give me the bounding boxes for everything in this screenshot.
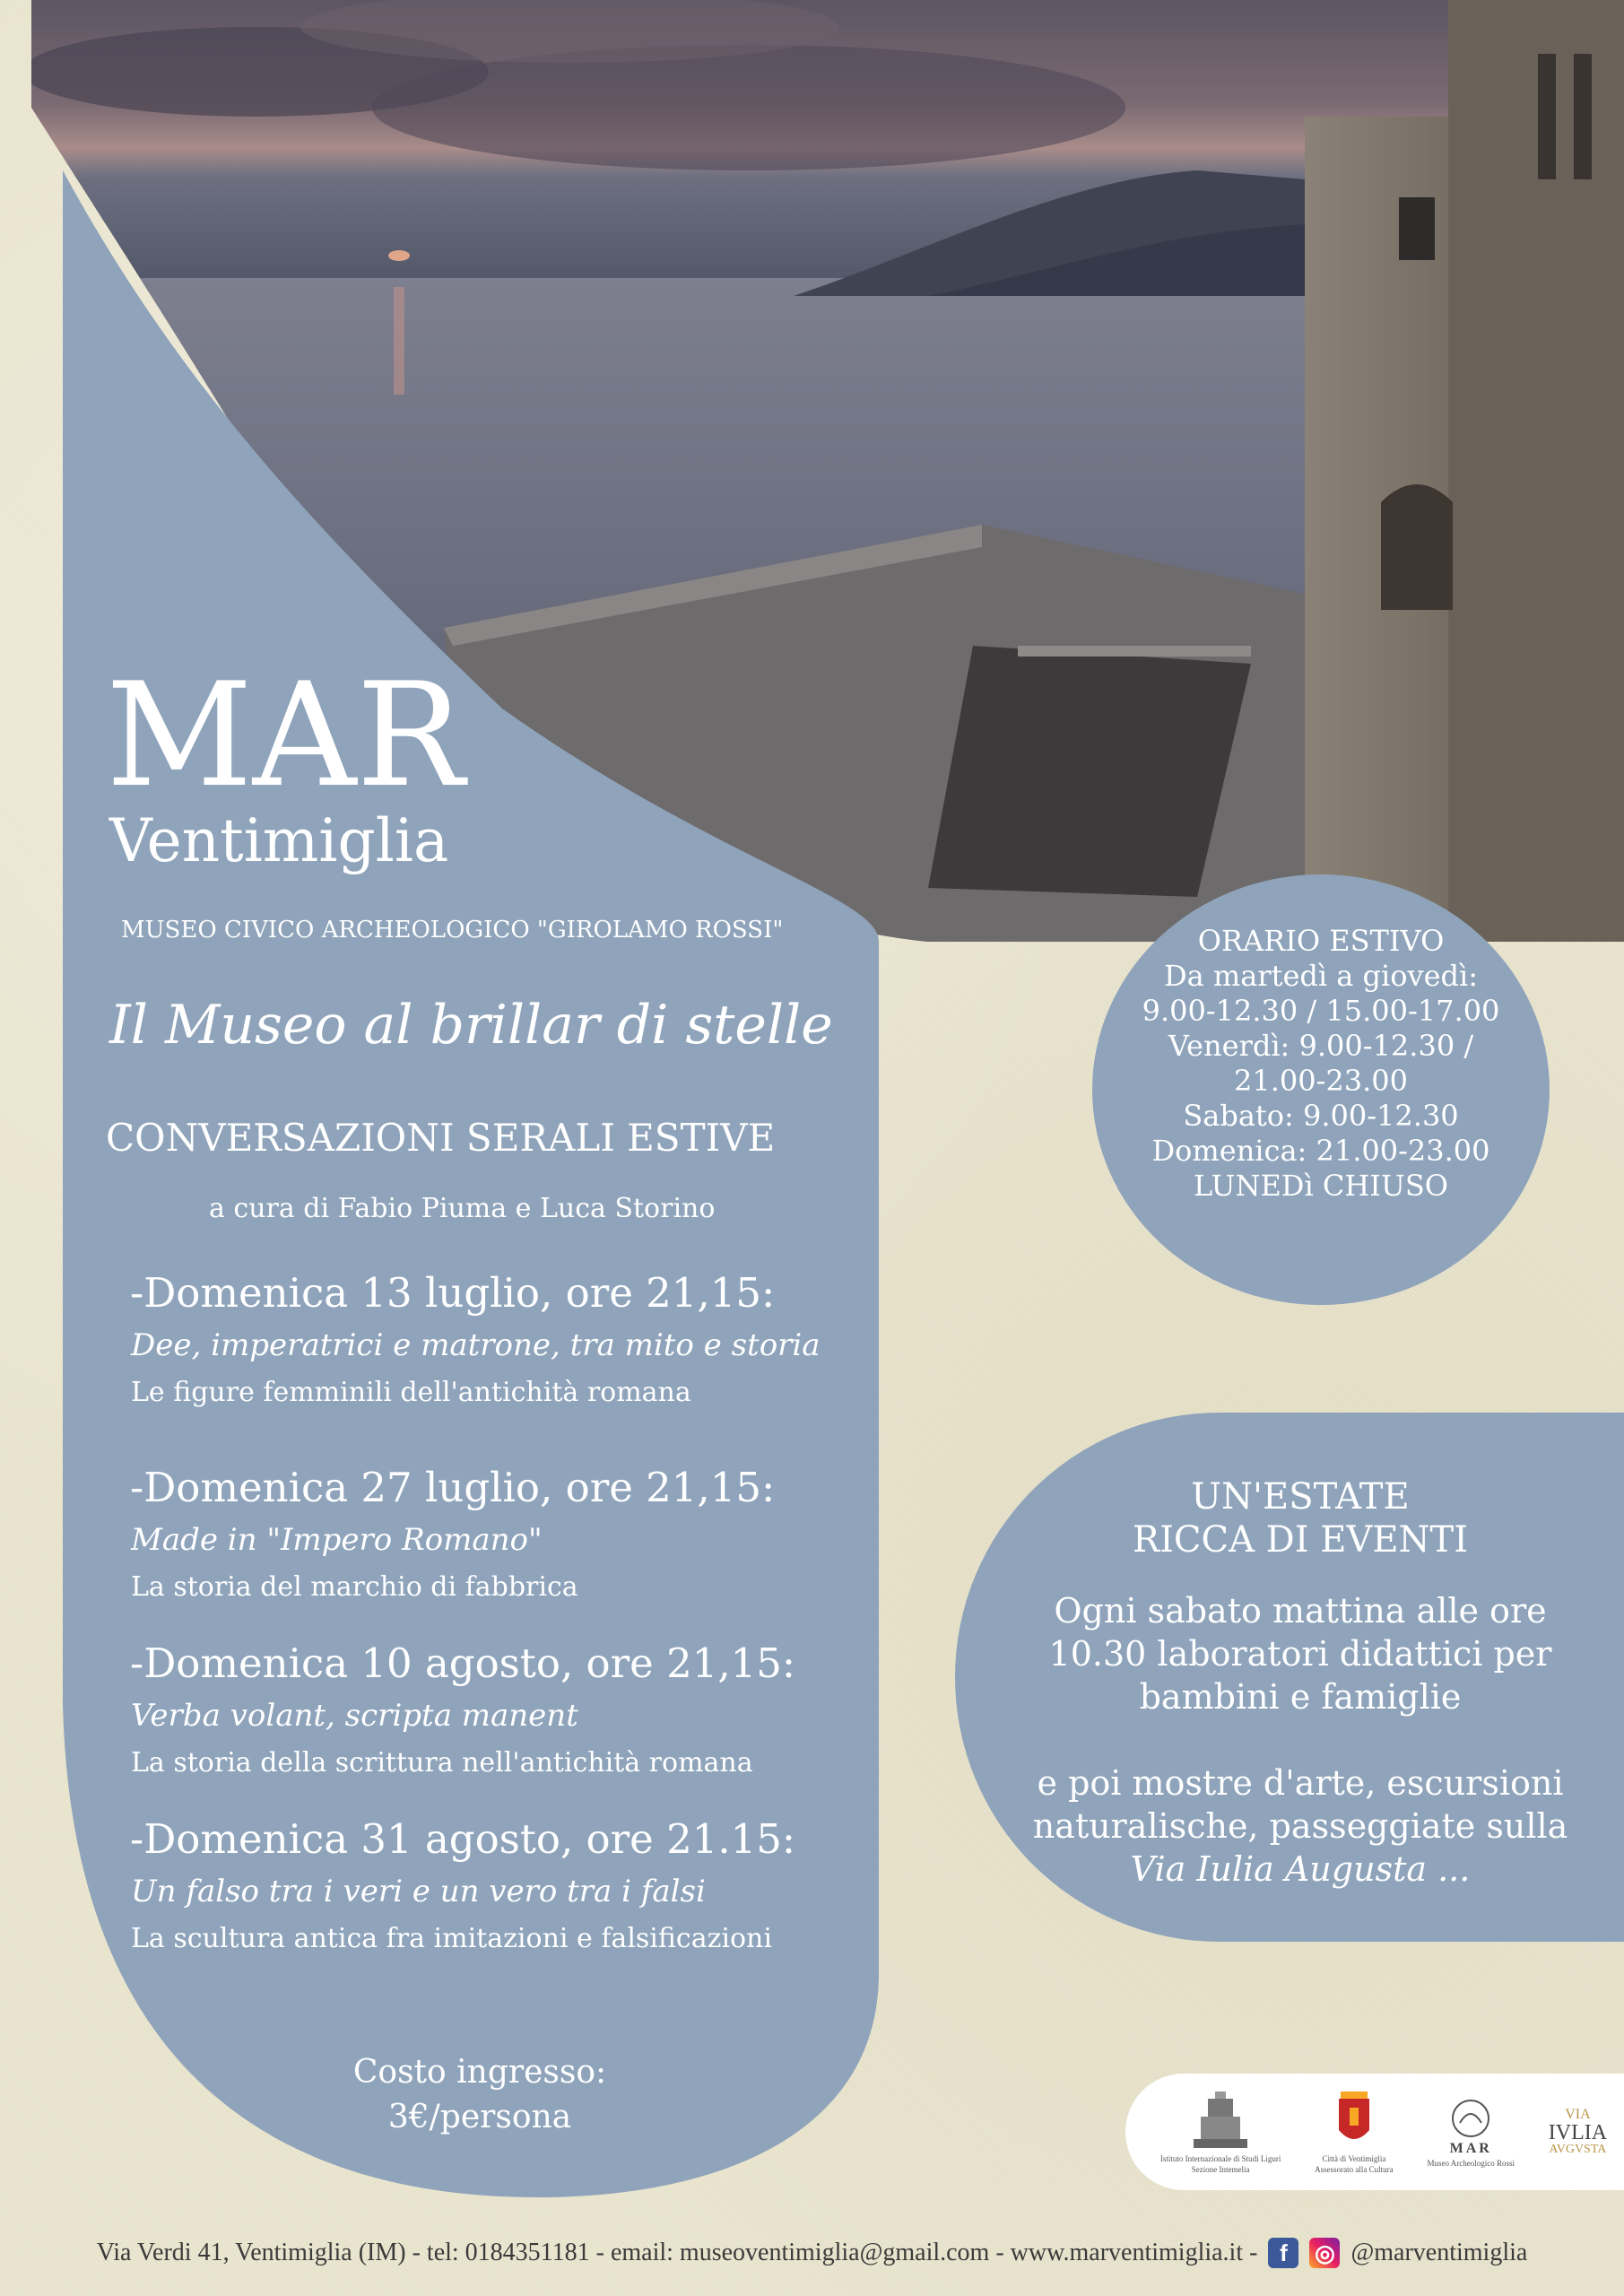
logo-mar bbox=[1427, 2096, 1515, 2168]
logo-line: IVLIA bbox=[1548, 2121, 1608, 2144]
event-title: Verba volant, scripta manent bbox=[131, 1698, 578, 1734]
summer-line: 10.30 laboratori didattici per bbox=[1048, 1634, 1552, 1674]
hours-line: Sabato: 9.00-12.30 bbox=[1183, 1099, 1459, 1133]
event-date: -Domenica 31 agosto, ore 21.15: bbox=[130, 1815, 796, 1863]
instagram-icon[interactable]: ◎ bbox=[1309, 2238, 1340, 2268]
social-handle[interactable]: @marventimiglia bbox=[1350, 2239, 1528, 2266]
event-series: CONVERSAZIONI SERALI ESTIVE bbox=[106, 1116, 776, 1160]
logo-via-iulia-augusta bbox=[1549, 2108, 1607, 2156]
summer-line-italic: Via Iulia Augusta ... bbox=[1130, 1849, 1471, 1889]
summer-title-line: RICCA DI EVENTI bbox=[1132, 1519, 1469, 1561]
event-curators: a cura di Fabio Piuma e Luca Storino bbox=[209, 1193, 716, 1224]
cost-value: 3€/persona bbox=[387, 2099, 572, 2135]
cost-label: Costo ingresso: bbox=[352, 2054, 607, 2091]
sponsor-logos bbox=[1125, 2074, 1624, 2190]
event-title: Un falso tra i veri e un vero tra i falsi bbox=[131, 1874, 706, 1909]
event-date: -Domenica 10 agosto, ore 21,15: bbox=[130, 1639, 796, 1687]
logo-citta-ventimiglia bbox=[1315, 2090, 1393, 2174]
hours-line: 21.00-23.00 bbox=[1233, 1064, 1409, 1098]
hours-line: Domenica: 21.00-23.00 bbox=[1151, 1134, 1490, 1168]
hours-line: Da martedì a giovedì: bbox=[1163, 959, 1479, 993]
logo-caption: Sezione Intemelia bbox=[1191, 2165, 1250, 2174]
logo-caption: Istituto Internazionale di Studi Liguri bbox=[1159, 2154, 1281, 2163]
event-headline: Il Museo al brillar di stelle bbox=[109, 994, 833, 1057]
summer-title-line: UN'ESTATE bbox=[1191, 1476, 1410, 1518]
event-date: -Domenica 13 luglio, ore 21,15: bbox=[130, 1269, 776, 1317]
footer-contacts: Via Verdi 41, Ventimiglia (IM) - tel: 0184351181 - email: museoventimiglia@gmail.com - www.marventimiglia.it - bbox=[96, 2239, 1258, 2266]
hours-title: ORARIO ESTIVO bbox=[1197, 924, 1445, 958]
logo-line: VIA bbox=[1565, 2107, 1591, 2122]
logo-caption: Assessorato alla Cultura bbox=[1315, 2165, 1394, 2174]
brand-city: Ventimiglia bbox=[109, 806, 449, 875]
hours-line: 9.00-12.30 / 15.00-17.00 bbox=[1142, 994, 1500, 1028]
brand-title: MAR bbox=[106, 651, 465, 819]
logo-line: AVGVSTA bbox=[1549, 2143, 1607, 2156]
logo-mar-name: MAR bbox=[1449, 2141, 1492, 2156]
event-title: Dee, imperatrici e matrone, tra mito e storia bbox=[131, 1327, 821, 1363]
event-date: -Domenica 27 luglio, ore 21,15: bbox=[130, 1464, 776, 1511]
logo-istituto-studi-liguri bbox=[1160, 2090, 1281, 2174]
summer-line: Ogni sabato mattina alle ore bbox=[1054, 1591, 1547, 1631]
summer-title bbox=[986, 1475, 1614, 1561]
event-subtitle: Le figure femminili dell'antichità romana bbox=[131, 1377, 691, 1408]
logo-caption: Città di Ventimiglia bbox=[1322, 2154, 1386, 2163]
footer bbox=[0, 2226, 1624, 2280]
museum-name: MUSEO CIVICO ARCHEOLOGICO "GIROLAMO ROSSI" bbox=[121, 917, 784, 944]
logo-caption: Museo Archeologico Rossi bbox=[1427, 2159, 1515, 2168]
facebook-icon[interactable]: f bbox=[1268, 2238, 1298, 2268]
event-subtitle: La storia della scrittura nell'antichità romana bbox=[131, 1747, 753, 1779]
coat-of-arms-icon bbox=[1332, 2090, 1376, 2152]
mar-emblem-icon bbox=[1444, 2096, 1498, 2141]
summer-line: bambini e famiglie bbox=[1139, 1677, 1462, 1717]
hours-line: LUNEDì CHIUSO bbox=[1193, 1169, 1449, 1203]
hours-line: Venerdì: 9.00-12.30 / bbox=[1168, 1029, 1474, 1063]
event-subtitle: La storia del marchio di fabbrica bbox=[131, 1571, 578, 1603]
monument-icon bbox=[1185, 2090, 1256, 2152]
event-subtitle: La scultura antica fra imitazioni e falsificazioni bbox=[131, 1923, 772, 1954]
summer-line: e poi mostre d'arte, escursioni bbox=[1037, 1763, 1564, 1803]
summer-line: naturalische, passeggiate sulla bbox=[1032, 1806, 1568, 1846]
summer-paragraph-2 bbox=[986, 1761, 1614, 1891]
hours-block bbox=[1092, 924, 1550, 1204]
summer-paragraph-1 bbox=[986, 1589, 1614, 1718]
event-title: Made in "Impero Romano" bbox=[131, 1522, 543, 1558]
